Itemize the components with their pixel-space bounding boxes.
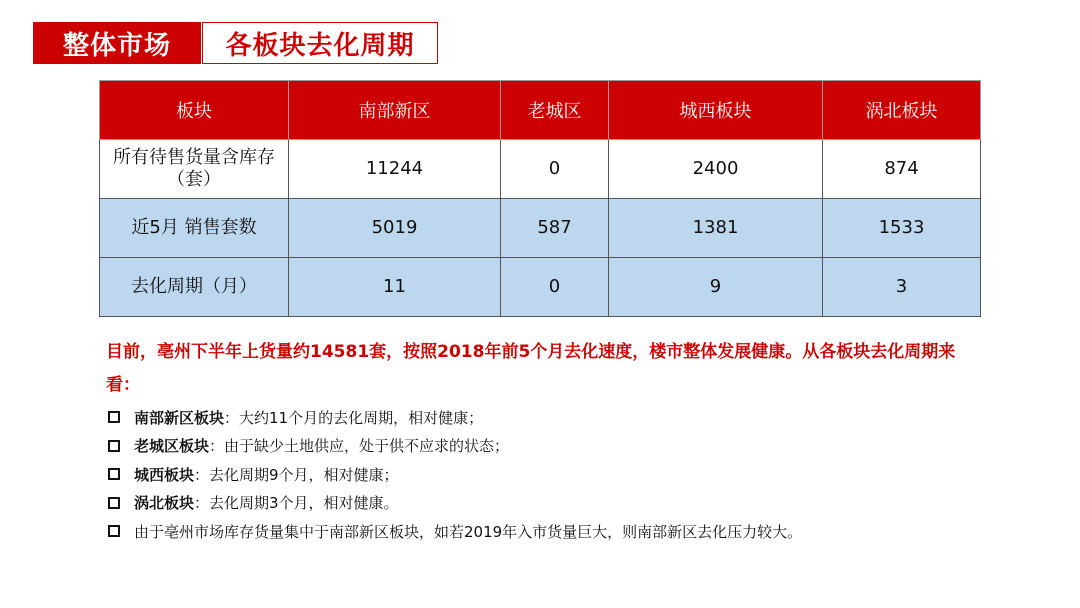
destocking-table [99,80,981,317]
table-cell: 0 [501,258,609,317]
table-row [100,140,981,199]
bullet-text: ：去化周期3个月，相对健康。 [194,494,399,513]
row-label: 所有待售货量含库存（套） [100,140,289,199]
table-cell: 587 [501,199,609,258]
list-item [108,489,1008,518]
header-cell-wobei: 涡北板块 [823,81,981,140]
summary-paragraph: 目前，亳州下半年上货量约14581套，按照2018年前5个月去化速度，楼市整体发展健康。从各板块去化周期来看： [106,342,956,395]
square-bullet-icon [108,440,120,452]
table-row [100,258,981,317]
header-cell-south-new-district: 南部新区 [289,81,501,140]
header-cell-block: 板块 [100,81,289,140]
row-label: 近5月 销售套数 [100,199,289,258]
table-cell: 3 [823,258,981,317]
table-header-row [100,81,981,140]
section-label: 整体市场 [33,22,201,64]
table-cell: 1381 [609,199,823,258]
table-cell: 1533 [823,199,981,258]
list-item [108,517,1008,546]
list-item [108,460,1008,489]
list-item [108,403,1008,432]
table-row [100,199,981,258]
table-cell: 0 [501,140,609,199]
bullet-title: 城西板块 [134,465,195,484]
square-bullet-icon [108,525,120,537]
bullet-text: ：大约11个月的去化周期，相对健康； [224,408,484,427]
page-title: 各板块去化周期 [202,22,438,64]
table-cell: 2400 [609,140,823,199]
bullet-text: ：由于缺少土地供应，处于供不应求的状态； [209,437,510,456]
table-cell: 874 [823,140,981,199]
bullet-title: 老城区板块 [134,437,210,456]
table-cell: 11 [289,258,501,317]
row-label: 去化周期（月） [100,258,289,317]
bullet-text: ：去化周期9个月，相对健康； [194,465,399,484]
table-cell: 11244 [289,140,501,199]
table-cell: 9 [609,258,823,317]
bullet-title: 南部新区板块 [134,408,225,427]
bullet-title: 涡北板块 [134,494,195,513]
bullet-list [108,403,1008,546]
square-bullet-icon [108,497,120,509]
table-cell: 5019 [289,199,501,258]
list-item [108,432,1008,461]
header-cell-old-city: 老城区 [501,81,609,140]
square-bullet-icon [108,411,120,423]
header-cell-west-city: 城西板块 [609,81,823,140]
square-bullet-icon [108,468,120,480]
bullet-text: 由于亳州市场库存货量集中于南部新区板块，如若2019年入市货量巨大，则南部新区去化压力较大。 [134,522,803,541]
